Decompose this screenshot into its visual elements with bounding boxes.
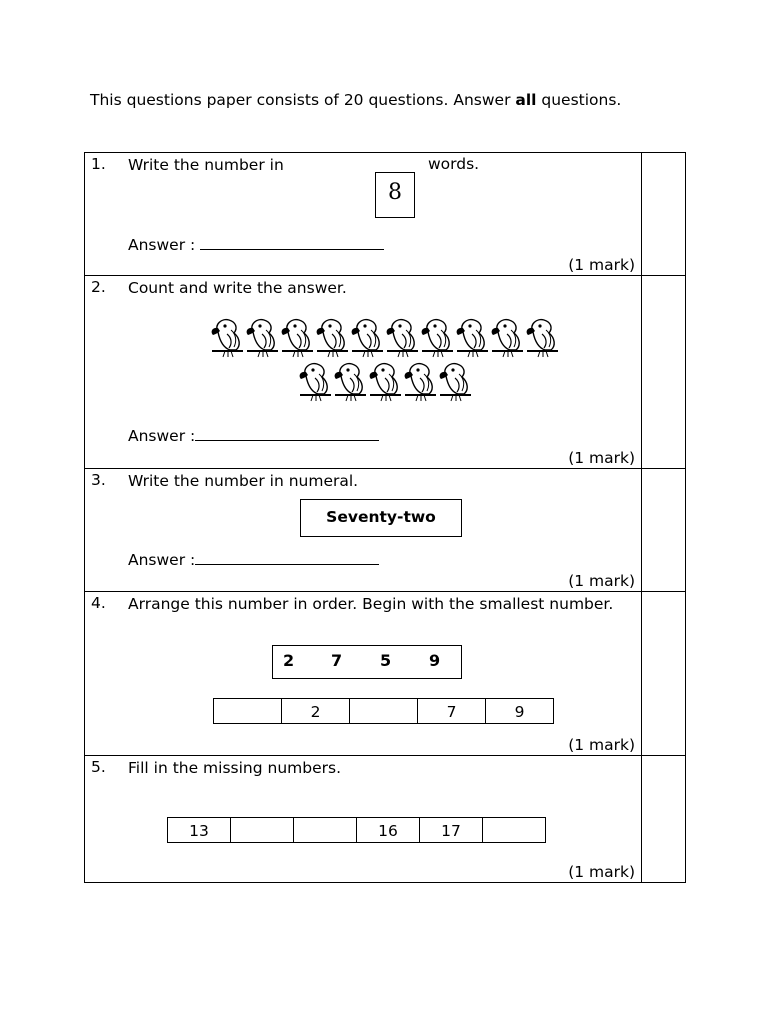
instructions-emphasis: all: [515, 91, 537, 109]
question-text: Count and write the answer.: [128, 279, 347, 297]
mark-label: (1 mark): [568, 449, 636, 467]
order-box[interactable]: 9: [486, 698, 554, 724]
question-row-3: [85, 469, 686, 592]
question-cell-1: [85, 153, 642, 276]
bird-icon: [315, 316, 350, 360]
question-text-end: words.: [428, 155, 480, 173]
order-box[interactable]: 7: [418, 698, 486, 724]
answer-label: Answer :: [128, 427, 196, 445]
answer-blank[interactable]: [200, 235, 384, 250]
sequence-box[interactable]: 16: [357, 817, 420, 843]
word-box: Seventy-two: [300, 499, 462, 537]
question-text: Write the number in numeral.: [128, 472, 359, 490]
bird-icon: [350, 316, 385, 360]
answer-line[interactable]: [128, 550, 379, 569]
answer-blank[interactable]: [195, 426, 379, 441]
question-row-2: [85, 276, 686, 469]
bird-row: [205, 316, 565, 360]
bird-picture: [205, 316, 565, 404]
set-number: 7: [331, 651, 343, 670]
question-number: 2.: [91, 278, 106, 296]
set-number: 5: [380, 651, 392, 670]
question-cell-2: [85, 276, 642, 469]
question-text: Write the number in: [128, 156, 284, 174]
question-number: 5.: [91, 758, 106, 776]
question-text: Arrange this number in order. Begin with the smallest number.: [128, 595, 614, 613]
order-box[interactable]: 2: [282, 698, 350, 724]
mark-label: (1 mark): [568, 736, 636, 754]
question-row-1: [85, 153, 686, 276]
question-row-4: [85, 592, 686, 756]
marks-cell-5: [642, 756, 686, 883]
mark-label: (1 mark): [568, 256, 636, 274]
bird-icon: [455, 316, 490, 360]
question-text: Fill in the missing numbers.: [128, 759, 342, 777]
marks-cell-4: [642, 592, 686, 756]
answer-line[interactable]: [128, 235, 384, 254]
answer-label: Answer :: [128, 551, 196, 569]
bird-icon: [420, 316, 455, 360]
sequence-box[interactable]: [231, 817, 294, 843]
set-number: 2: [283, 651, 295, 670]
marks-cell-2: [642, 276, 686, 469]
bird-icon: [333, 360, 368, 404]
question-number: 3.: [91, 471, 106, 489]
answer-label: Answer :: [128, 236, 196, 254]
bird-icon: [298, 360, 333, 404]
sequence-box[interactable]: 17: [420, 817, 483, 843]
order-box[interactable]: [214, 698, 282, 724]
sequence-boxes: [167, 817, 546, 843]
bird-icon: [245, 316, 280, 360]
bird-icon: [368, 360, 403, 404]
mark-label: (1 mark): [568, 572, 636, 590]
number-box: 8: [375, 172, 415, 218]
sequence-box[interactable]: [294, 817, 357, 843]
instructions-text-end: questions.: [536, 91, 622, 109]
order-boxes: [213, 698, 554, 724]
marks-cell-3: [642, 469, 686, 592]
question-number: 1.: [91, 155, 106, 173]
answer-line[interactable]: [128, 426, 379, 445]
bird-icon: [280, 316, 315, 360]
bird-icon: [438, 360, 473, 404]
question-cell-3: [85, 469, 642, 592]
question-cell-4: [85, 592, 642, 756]
bird-icon: [525, 316, 560, 360]
bird-row: [205, 360, 565, 404]
bird-icon: [403, 360, 438, 404]
sequence-box[interactable]: 13: [168, 817, 231, 843]
marks-cell-1: [642, 153, 686, 276]
question-cell-5: [85, 756, 642, 883]
bird-icon: [385, 316, 420, 360]
order-box[interactable]: [350, 698, 418, 724]
question-table: [84, 152, 686, 883]
question-number: 4.: [91, 594, 106, 612]
mark-label: (1 mark): [568, 863, 636, 881]
instructions-text: This questions paper consists of 20 questions. Answer: [90, 91, 516, 109]
bird-icon: [210, 316, 245, 360]
answer-blank[interactable]: [195, 550, 379, 565]
instructions: [90, 90, 630, 110]
question-row-5: [85, 756, 686, 883]
bird-icon: [490, 316, 525, 360]
number-set-box: [272, 645, 462, 679]
sequence-box[interactable]: [483, 817, 546, 843]
set-number: 9: [429, 651, 441, 670]
